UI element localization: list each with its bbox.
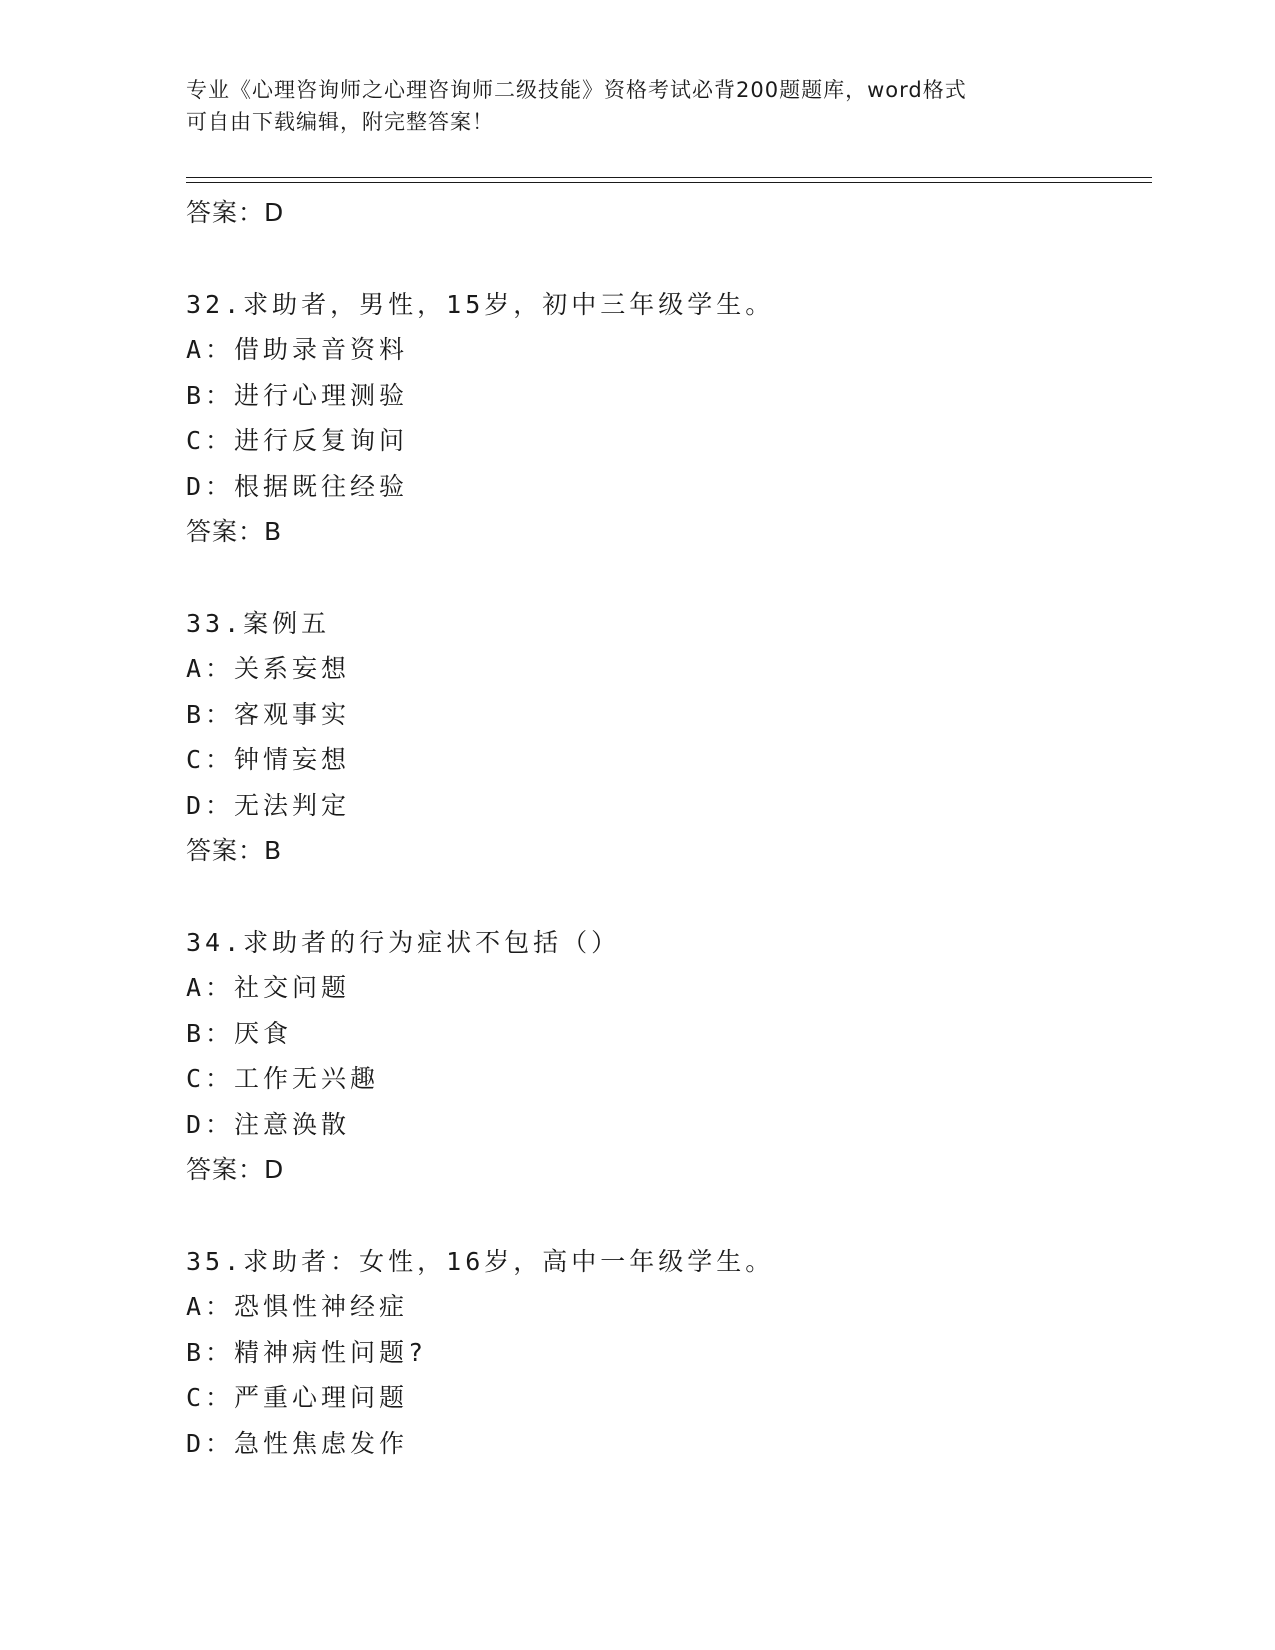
question-32-option-d: D：根据既往经验 — [186, 471, 409, 501]
question-33-answer: 答案：B — [186, 836, 283, 865]
question-33-stem: 33.案例五 — [186, 608, 331, 638]
spacer — [186, 236, 1146, 282]
document-header — [186, 74, 1086, 138]
question-32-option-a: A：借助录音资料 — [186, 335, 409, 364]
question-34-option-b: B：厌食 — [186, 1018, 293, 1048]
question-35-stem: 35.求助者：女性，16岁，高中一年级学生。 — [186, 1246, 775, 1276]
header-divider-bottom — [186, 182, 1152, 183]
question-34-stem: 34.求助者的行为症状不包括（） — [186, 927, 621, 957]
question-32-answer: 答案：B — [186, 517, 283, 546]
spacer — [186, 874, 1146, 920]
question-35-option-b: B：精神病性问题? — [186, 1337, 428, 1367]
header-divider-top — [186, 177, 1152, 178]
question-35-option-d: D：急性焦虑发作 — [186, 1428, 409, 1458]
question-33-option-a: A：关系妄想 — [186, 654, 351, 683]
question-34-option-a: A：社交问题 — [186, 973, 351, 1002]
question-33-option-b: B：客观事实 — [186, 699, 351, 729]
previous-answer: 答案：D — [186, 198, 285, 227]
question-32-option-c: C：进行反复询问 — [186, 426, 409, 455]
question-list — [186, 190, 1146, 1466]
question-35-option-a: A：恐惧性神经症 — [186, 1292, 409, 1321]
question-33-option-c: C：钟情妄想 — [186, 745, 351, 774]
header-title-line-2: 可自由下载编辑，附完整答案！ — [186, 110, 494, 134]
question-34-answer: 答案：D — [186, 1155, 285, 1184]
spacer — [186, 1193, 1146, 1239]
header-title-line-1: 专业《心理咨询师之心理咨询师二级技能》资格考试必背200题题库，word格式 — [186, 78, 967, 102]
question-32-stem: 32.求助者，男性，15岁，初中三年级学生。 — [186, 289, 775, 319]
question-35-option-c: C：严重心理问题 — [186, 1383, 409, 1412]
spacer — [186, 555, 1146, 601]
question-34-option-c: C：工作无兴趣 — [186, 1064, 380, 1093]
question-32-option-b: B：进行心理测验 — [186, 380, 409, 410]
question-33-option-d: D：无法判定 — [186, 790, 351, 820]
question-34-option-d: D：注意涣散 — [186, 1109, 351, 1139]
